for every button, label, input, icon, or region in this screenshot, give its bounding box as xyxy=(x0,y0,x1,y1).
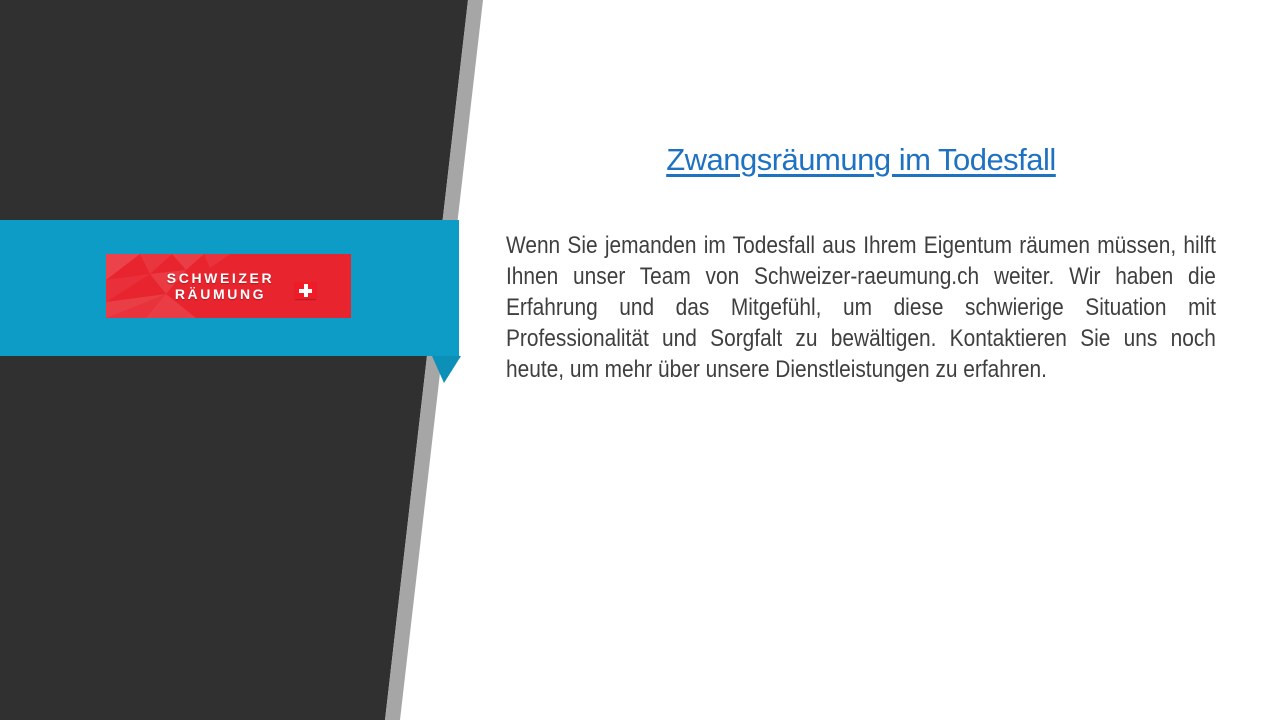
page-title-link[interactable]: Zwangsräumung im Todesfall xyxy=(666,142,1056,177)
logo-line1: SCHWEIZER xyxy=(166,270,275,286)
body-paragraph: Wenn Sie jemanden im Todesfall aus Ihrem Eigentum räumen müssen, hilft Ihnen unser Team von Schweizer-raeumung.ch weiter. Wir haben die Erfahrung und das Mitgefühl, um diese schwierige Situation mit Professionalität und Sorgfalt zu bewältigen. Kontaktieren Sie uns noch heute, um mehr über unsere Dienstleistungen zu erfahren. xyxy=(506,232,1216,383)
logo-line2: RÄUMUNG xyxy=(174,286,267,302)
swiss-cross-icon xyxy=(295,282,316,299)
title-area xyxy=(506,142,1216,178)
company-logo xyxy=(106,254,351,318)
left-dark-panel xyxy=(0,0,500,720)
